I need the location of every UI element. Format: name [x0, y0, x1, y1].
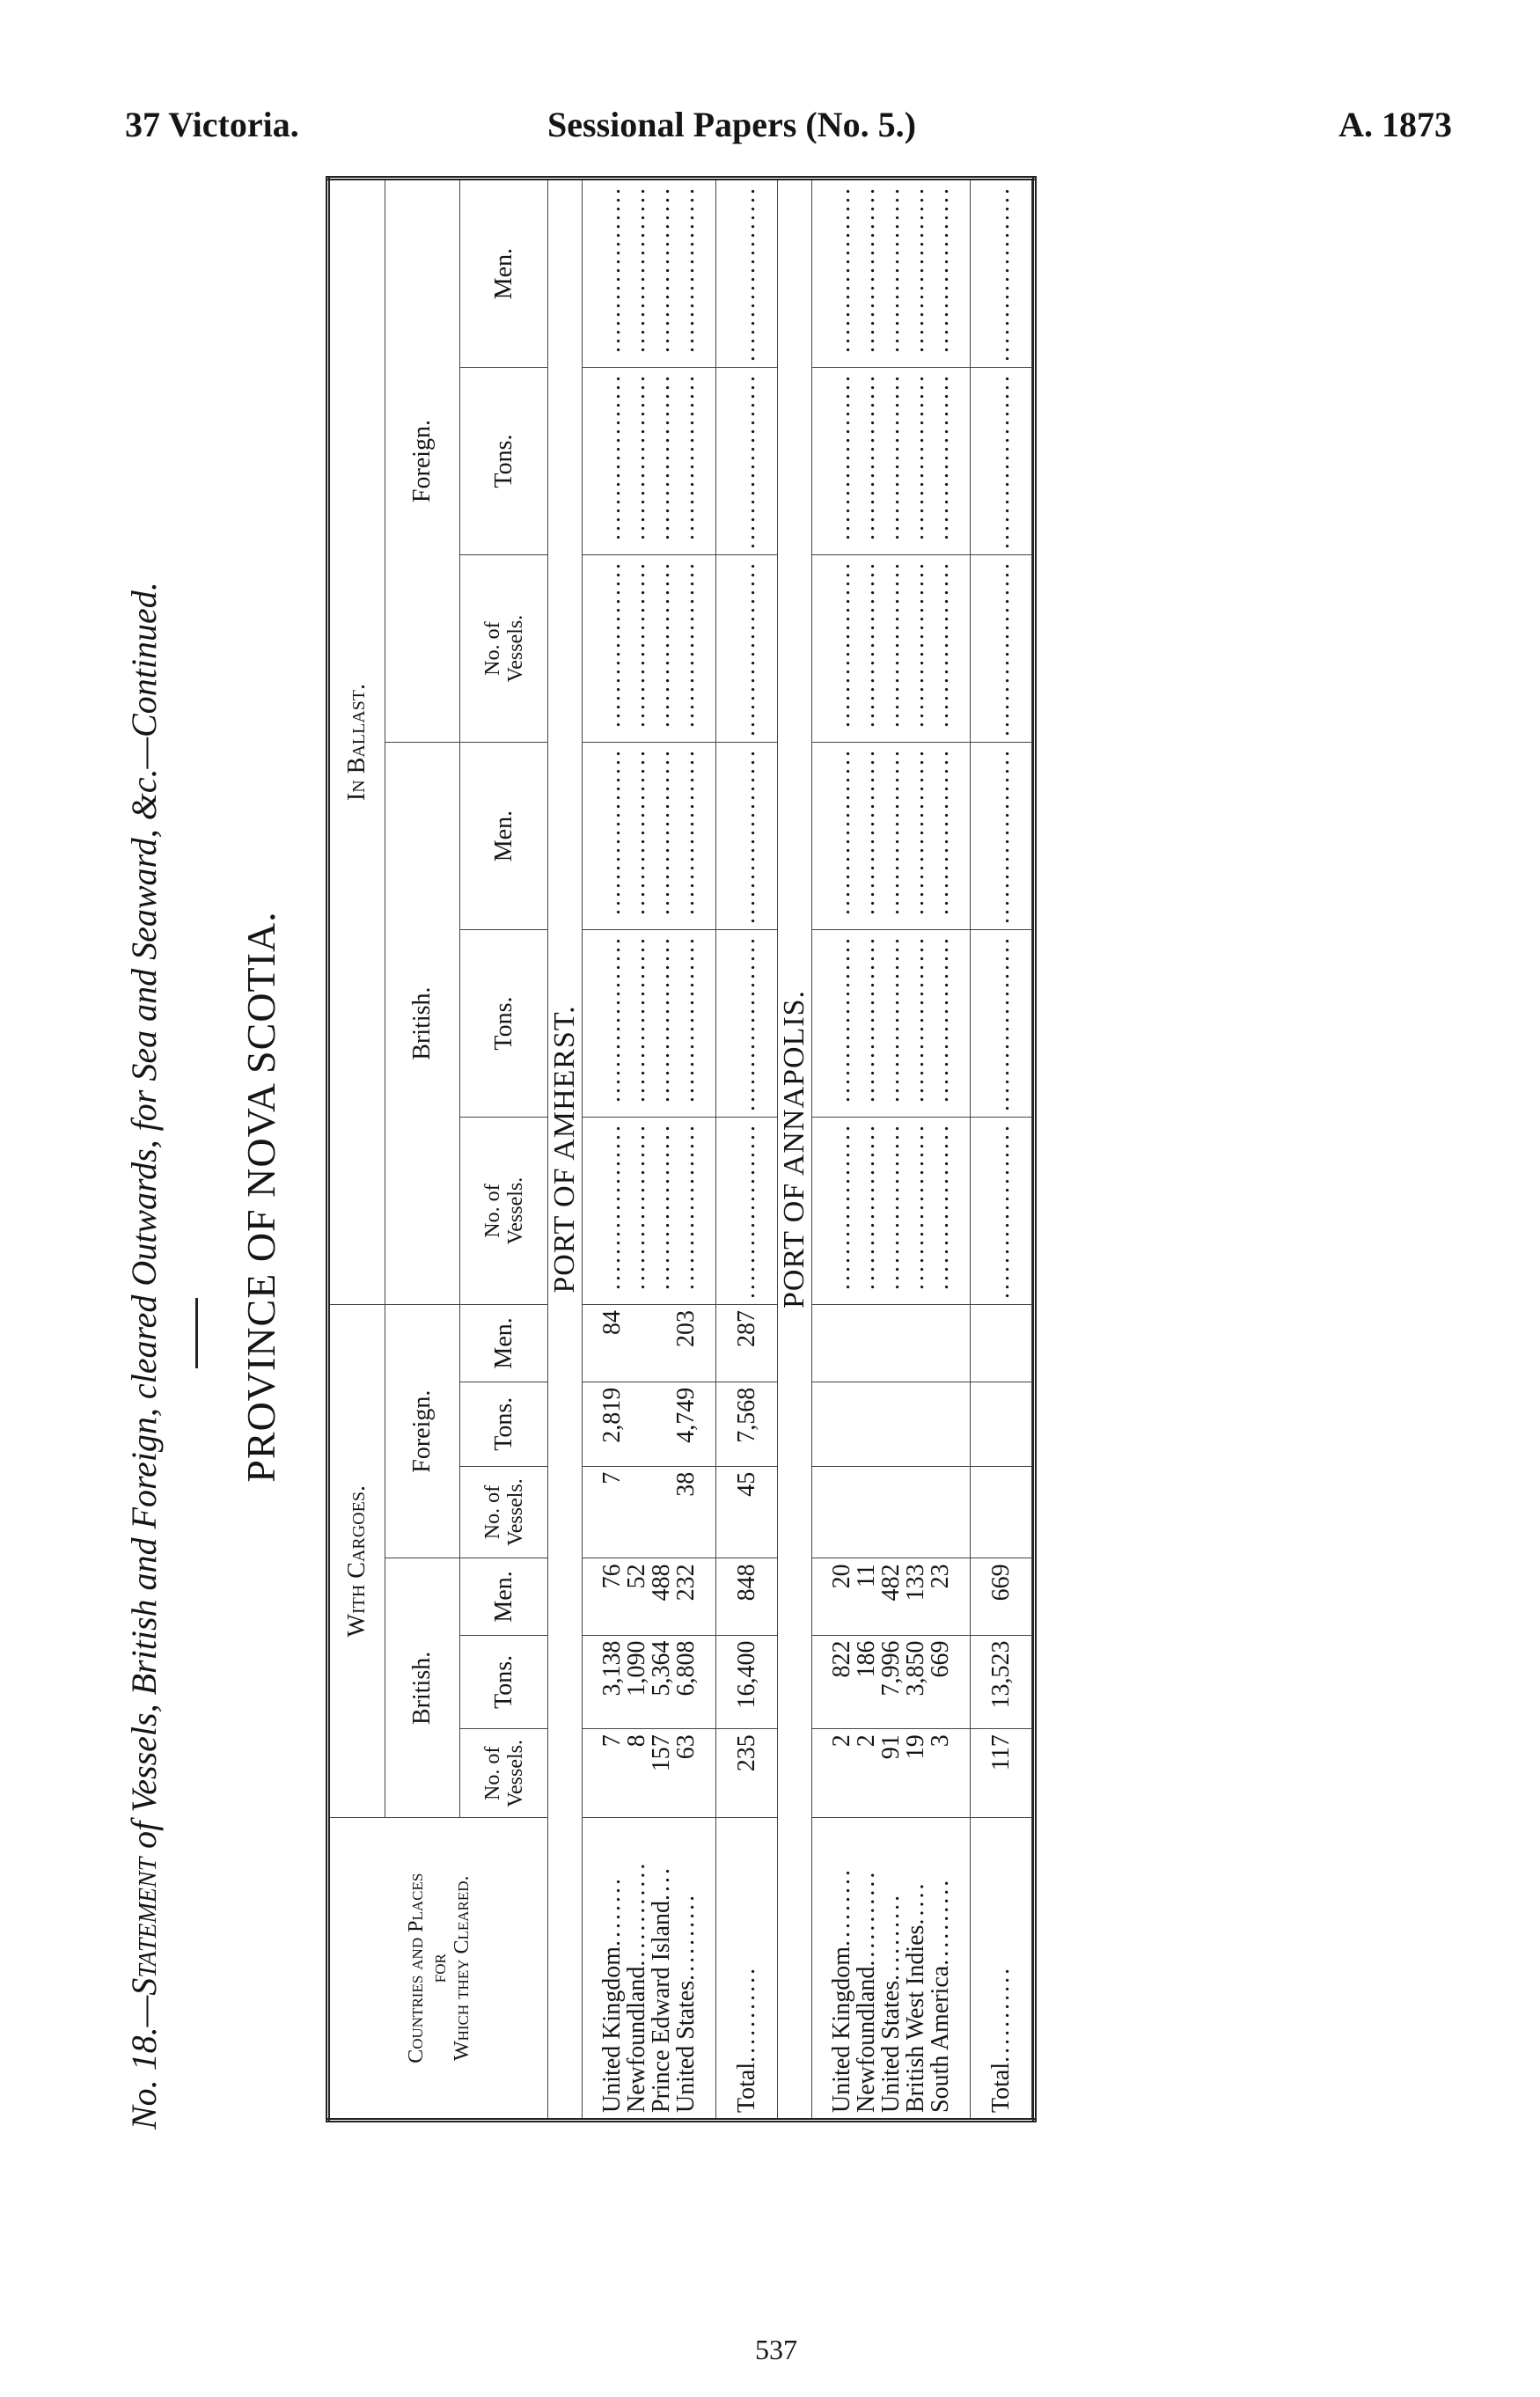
- dotted-leader: ...................: [671, 935, 700, 1103]
- table-cell-fc-vessels: [879, 1472, 904, 1553]
- table-cell-fc-vessels: 7: [598, 1471, 626, 1484]
- table-cell-fc-tons: [649, 1388, 674, 1461]
- country-line: [854, 1823, 879, 2113]
- total-row: [971, 179, 1032, 2121]
- country-leader: ..........: [926, 1877, 954, 1966]
- in-ballast-empty-column: [812, 930, 971, 1118]
- with-cargoes-foreign-vessels-header: [460, 1466, 548, 1558]
- total-bc-men: 669: [971, 1558, 1032, 1635]
- table-cell-bc-tons: 822: [827, 1640, 855, 1678]
- dotted-leader: ...................: [671, 186, 700, 353]
- table-cell-bc-vessels: 2: [827, 1734, 855, 1748]
- table-cell-bc-men: 52: [622, 1564, 650, 1589]
- country-name: United Kingdom: [598, 1946, 626, 2113]
- table-cell-bc-tons: 3,138: [598, 1640, 626, 1697]
- in-ballast-empty-column: [583, 930, 716, 1118]
- country-leader: ..........: [671, 1892, 700, 1981]
- total-fc-tons: [971, 1382, 1032, 1466]
- table-cell-fc-tons: [928, 1388, 953, 1461]
- in-ballast-foreign-vessels-header-line1: No. of: [480, 621, 504, 676]
- country-line: [876, 1823, 905, 2113]
- table-cell-fc-men: [830, 1310, 854, 1376]
- dotted-leader: ...................: [852, 748, 880, 916]
- with-cargoes-british-header: British.: [385, 1558, 460, 1818]
- running-head-left: 37 Victoria.: [125, 105, 299, 144]
- table-cell-fc-vessels: [928, 1472, 953, 1553]
- dotted-leader: ...................: [926, 561, 954, 729]
- dotted-leader: ...................: [598, 561, 626, 729]
- country-leader: .....: [901, 1880, 929, 1925]
- total-bc-vessels: 235: [716, 1729, 778, 1818]
- port-data-row: [583, 179, 716, 2121]
- dotted-leader: ...................: [852, 186, 880, 353]
- province-title: PROVINCE OF NOVA SCOTIA.: [238, 911, 283, 1483]
- dotted-leader: ...................: [926, 1123, 954, 1291]
- in-ballast-british-tons-header: Tons.: [460, 930, 548, 1118]
- table-cell-bc-tons: 3,850: [901, 1640, 929, 1697]
- table-cell-fc-tons: [854, 1388, 879, 1461]
- total-empty-cell: ....................: [971, 368, 1032, 555]
- countries-header-line3: Which they Cleared.: [450, 1875, 473, 2062]
- country-name: Newfoundland: [852, 1966, 880, 2113]
- dotted-leader: ...................: [827, 186, 855, 353]
- table-cell-bc-men: 76: [598, 1564, 626, 1589]
- port-data-row: [812, 179, 971, 2121]
- dotted-leader: ...................: [827, 748, 855, 916]
- column-bc-tons: [812, 1635, 971, 1729]
- total-fc-vessels: [971, 1466, 1032, 1558]
- country-line: [600, 1823, 625, 2113]
- column-fc-men: [812, 1305, 971, 1382]
- page-number: 537: [755, 2334, 797, 2365]
- dotted-leader: ...................: [827, 373, 855, 541]
- dotted-leader: ...................: [827, 935, 855, 1103]
- port-name: PORT OF AMHERST.: [548, 179, 583, 2121]
- table-cell-fc-men: [879, 1310, 904, 1376]
- country-name: British West Indies: [901, 1924, 929, 2113]
- table-cell-bc-vessels: 3: [926, 1734, 954, 1748]
- in-ballast-empty-column: [583, 743, 716, 930]
- total-fc-men: [971, 1305, 1032, 1382]
- total-bc-tons: 16,400: [716, 1635, 778, 1729]
- column-bc-men: [812, 1558, 971, 1635]
- table-cell-fc-tons: [625, 1388, 649, 1461]
- table-cell-bc-men: 482: [876, 1564, 905, 1602]
- column-bc-men: [583, 1558, 716, 1635]
- in-ballast-british-vessels-header-line1: No. of: [480, 1184, 504, 1238]
- total-leader: ...........: [986, 1965, 1015, 2063]
- country-leader: ........: [598, 1876, 626, 1946]
- total-empty-cell: ....................: [971, 179, 1032, 368]
- total-label-cell: [716, 1818, 778, 2121]
- total-bc-men: 848: [716, 1558, 778, 1635]
- dotted-leader: ...................: [671, 561, 700, 729]
- dotted-leader: ...................: [622, 1123, 650, 1291]
- dotted-leader: ...................: [622, 748, 650, 916]
- with-cargoes-header: With Cargoes.: [328, 1305, 385, 1818]
- table-cell-bc-tons: 669: [926, 1640, 954, 1678]
- with-cargoes-british-men-header: Men.: [460, 1558, 548, 1635]
- dotted-leader: ...................: [901, 935, 929, 1103]
- country-leader: .........: [827, 1867, 855, 1946]
- country-line: [671, 1823, 700, 2113]
- in-ballast-empty-column: [812, 743, 971, 930]
- port-name: PORT OF ANNAPOLIS.: [778, 179, 812, 2121]
- dotted-leader: ...................: [901, 373, 929, 541]
- column-fc-men: [583, 1305, 716, 1382]
- dotted-leader: ...................: [926, 935, 954, 1103]
- dotted-leader: ...................: [598, 935, 626, 1103]
- in-ballast-foreign-header: Foreign.: [385, 179, 460, 743]
- table-cell-bc-vessels: 91: [876, 1734, 905, 1760]
- table-cell-bc-vessels: 8: [622, 1734, 650, 1748]
- table-cell-bc-vessels: 7: [598, 1734, 626, 1748]
- in-ballast-empty-column: [583, 368, 716, 555]
- country-name: South America: [926, 1965, 954, 2113]
- country-leader: ...........: [852, 1869, 880, 1967]
- table-cell-fc-men: [904, 1310, 928, 1376]
- table-cell-fc-men: [854, 1310, 879, 1376]
- total-empty-cell: ....................: [716, 555, 778, 743]
- total-empty-cell: ....................: [971, 930, 1032, 1118]
- rotated-table-page: [123, 176, 1443, 2165]
- table-cell-fc-tons: [830, 1388, 854, 1461]
- in-ballast-british-vessels-header-line2: Vessels.: [503, 1177, 527, 1245]
- table-cell-bc-men: 232: [671, 1564, 700, 1602]
- table-cell-fc-men: [649, 1310, 674, 1376]
- total-empty-cell: ....................: [716, 1118, 778, 1305]
- table-cell-fc-men: [625, 1310, 649, 1376]
- total-bc-vessels: 117: [971, 1729, 1032, 1818]
- column-bc-vessels: [583, 1729, 716, 1818]
- dotted-leader: ...................: [622, 561, 650, 729]
- countries-header: [328, 1818, 548, 2121]
- gap-row: [1032, 179, 1035, 2121]
- table-cell-fc-men: 84: [598, 1310, 626, 1336]
- column-bc-tons: [583, 1635, 716, 1729]
- in-ballast-foreign-vessels-header-line2: Vessels.: [503, 614, 527, 683]
- in-ballast-empty-column: [812, 1118, 971, 1305]
- in-ballast-foreign-men-header: Men.: [460, 179, 548, 368]
- table-cell-fc-vessels: [625, 1472, 649, 1553]
- table-cell-fc-tons: [904, 1388, 928, 1461]
- dotted-leader: ...................: [671, 1123, 700, 1291]
- in-ballast-empty-column: [812, 555, 971, 743]
- table-cell-fc-vessels: [830, 1472, 854, 1553]
- table-cell-bc-vessels: 63: [671, 1734, 700, 1760]
- in-ballast-empty-column: [812, 179, 971, 368]
- with-cargoes-foreign-vessels-header-line1: No. of: [480, 1484, 504, 1540]
- dotted-leader: ...................: [647, 373, 675, 541]
- dotted-leader: ...................: [598, 1123, 626, 1291]
- dotted-leader: ...................: [852, 373, 880, 541]
- table-cell-bc-tons: 6,808: [671, 1640, 700, 1697]
- column-fc-tons: [583, 1382, 716, 1466]
- country-column: [583, 1818, 716, 2121]
- column-fc-vessels: [812, 1466, 971, 1558]
- column-fc-tons: [812, 1382, 971, 1466]
- total-bc-tons: 13,523: [971, 1635, 1032, 1729]
- dotted-leader: ...................: [647, 186, 675, 353]
- country-leader: ....: [647, 1865, 675, 1901]
- table-caption: [123, 211, 176, 2129]
- total-label: Total: [986, 2062, 1015, 2113]
- table-cell-fc-men: 203: [671, 1310, 700, 1348]
- country-line: [901, 1823, 929, 2113]
- table-cell-bc-tons: 5,364: [647, 1640, 675, 1697]
- caption-statement-word: Statement: [124, 1857, 164, 1996]
- dotted-leader: ...................: [598, 373, 626, 541]
- dotted-leader: ...................: [852, 1123, 880, 1291]
- country-leader: ............: [622, 1860, 650, 1967]
- dotted-leader: ...................: [647, 748, 675, 916]
- running-head-center: Sessional Papers (No. 5.): [547, 105, 916, 144]
- in-ballast-empty-column: [583, 555, 716, 743]
- countries-header-line2: for: [427, 1954, 451, 1983]
- dotted-leader: ...................: [926, 373, 954, 541]
- country-column: [812, 1818, 971, 2121]
- column-bc-vessels: [812, 1729, 971, 1818]
- total-leader: ...........: [732, 1965, 760, 2063]
- table-cell-fc-tons: [879, 1388, 904, 1461]
- table-cell-bc-men: 23: [926, 1564, 954, 1589]
- vessels-cleared-table: [326, 176, 1037, 2122]
- countries-header-line1: Countries and Places: [404, 1873, 428, 2063]
- caption-prefix: No. 18.—: [124, 1995, 164, 2129]
- total-label-cell: [971, 1818, 1032, 2121]
- dotted-leader: ...................: [671, 373, 700, 541]
- dotted-leader: ...................: [876, 186, 905, 353]
- total-empty-cell: ....................: [716, 179, 778, 368]
- dotted-leader: ...................: [647, 561, 675, 729]
- with-cargoes-foreign-tons-header: Tons.: [460, 1382, 548, 1466]
- table-cell-fc-vessels: [649, 1472, 674, 1553]
- port-name-row: [778, 179, 812, 2121]
- table-cell-fc-men: [928, 1310, 953, 1376]
- dotted-leader: ...................: [622, 935, 650, 1103]
- running-head-right: A. 1873: [1338, 105, 1452, 144]
- total-row: [716, 179, 778, 2121]
- country-name: United States: [671, 1980, 700, 2113]
- table-cell-bc-vessels: 19: [901, 1734, 929, 1760]
- in-ballast-empty-column: [583, 1118, 716, 1305]
- dotted-leader: ...................: [901, 748, 929, 916]
- table-cell-bc-tons: 7,996: [876, 1640, 905, 1697]
- table-cell-fc-vessels: [904, 1472, 928, 1553]
- in-ballast-foreign-tons-header: Tons.: [460, 368, 548, 555]
- dotted-leader: ...................: [622, 373, 650, 541]
- table-cell-bc-tons: 186: [852, 1640, 880, 1678]
- country-name: United Kingdom: [827, 1946, 855, 2113]
- country-line: [622, 1823, 650, 2113]
- table-cell-bc-vessels: 2: [852, 1734, 880, 1748]
- total-empty-cell: ....................: [971, 555, 1032, 743]
- in-ballast-header: In Ballast.: [328, 179, 385, 1305]
- country-line: [649, 1823, 674, 2113]
- total-empty-cell: ....................: [716, 368, 778, 555]
- table-cell-fc-vessels: 38: [671, 1471, 700, 1497]
- dotted-leader: ...................: [876, 561, 905, 729]
- in-ballast-foreign-vessels-header: [460, 555, 548, 743]
- country-name: United States: [876, 1980, 905, 2113]
- with-cargoes-british-vessels-header: [460, 1729, 548, 1818]
- in-ballast-british-men-header: Men.: [460, 743, 548, 930]
- total-empty-cell: ....................: [716, 930, 778, 1118]
- total-label: Total: [732, 2062, 760, 2113]
- dotted-leader: ...................: [622, 186, 650, 353]
- gap-cell: [1032, 179, 1035, 2121]
- total-empty-cell: ....................: [716, 743, 778, 930]
- total-fc-tons: 7,568: [716, 1382, 778, 1466]
- with-cargoes-british-tons-header: Tons.: [460, 1635, 548, 1729]
- with-cargoes-foreign-header: Foreign.: [385, 1305, 460, 1558]
- with-cargoes-foreign-vessels-header-line2: Vessels.: [503, 1478, 527, 1546]
- total-fc-vessels: 45: [716, 1466, 778, 1558]
- caption-rule: [195, 1298, 198, 1368]
- table-cell-bc-tons: 1,090: [622, 1640, 650, 1697]
- in-ballast-british-header: British.: [385, 743, 460, 1305]
- country-name: Newfoundland: [622, 1966, 650, 2113]
- total-empty-cell: ....................: [971, 743, 1032, 930]
- dotted-leader: ...................: [876, 748, 905, 916]
- country-leader: ..........: [876, 1892, 905, 1981]
- in-ballast-british-vessels-header: [460, 1118, 548, 1305]
- with-cargoes-british-vessels-header-line1: No. of: [480, 1746, 504, 1801]
- dotted-leader: ...................: [876, 935, 905, 1103]
- dotted-leader: ...................: [926, 748, 954, 916]
- dotted-leader: ...................: [827, 1123, 855, 1291]
- table-cell-fc-tons: 4,749: [671, 1387, 700, 1443]
- dotted-leader: ...................: [647, 1123, 675, 1291]
- caption-rest: of Vessels, British and Foreign, cleared Outwards, for Sea and Seaward, &c.—Continued.: [124, 582, 164, 1858]
- table-cell-bc-men: 133: [901, 1564, 929, 1602]
- dotted-leader: ...................: [671, 748, 700, 916]
- table-cell-bc-men: 11: [852, 1564, 880, 1588]
- column-fc-vessels: [583, 1466, 716, 1558]
- dotted-leader: ...................: [876, 1123, 905, 1291]
- dotted-leader: ...................: [852, 935, 880, 1103]
- port-name-row: [548, 179, 583, 2121]
- table-cell-bc-men: 488: [647, 1564, 675, 1602]
- country-line: [928, 1823, 953, 2113]
- total-fc-men: 287: [716, 1305, 778, 1382]
- with-cargoes-british-vessels-header-line2: Vessels.: [503, 1740, 527, 1807]
- dotted-leader: ...................: [647, 935, 675, 1103]
- with-cargoes-foreign-men-header: Men.: [460, 1305, 548, 1382]
- table-body: [328, 179, 1035, 2121]
- dotted-leader: ...................: [901, 561, 929, 729]
- dotted-leader: ...................: [598, 186, 626, 353]
- dotted-leader: ...................: [598, 748, 626, 916]
- table-cell-bc-men: 20: [827, 1564, 855, 1589]
- dotted-leader: ...................: [876, 373, 905, 541]
- total-empty-cell: ....................: [971, 1118, 1032, 1305]
- dotted-leader: ...................: [926, 186, 954, 353]
- country-name: Prince Edward Island: [647, 1900, 675, 2113]
- table-cell-bc-vessels: 157: [647, 1734, 675, 1772]
- in-ballast-empty-column: [583, 179, 716, 368]
- dotted-leader: ...................: [901, 1123, 929, 1291]
- dotted-leader: ...................: [827, 561, 855, 729]
- table-cell-fc-tons: 2,819: [598, 1387, 626, 1443]
- table-cell-fc-vessels: [854, 1472, 879, 1553]
- country-line: [827, 1823, 855, 2113]
- in-ballast-empty-column: [812, 368, 971, 555]
- dotted-leader: ...................: [901, 186, 929, 353]
- dotted-leader: ...................: [852, 561, 880, 729]
